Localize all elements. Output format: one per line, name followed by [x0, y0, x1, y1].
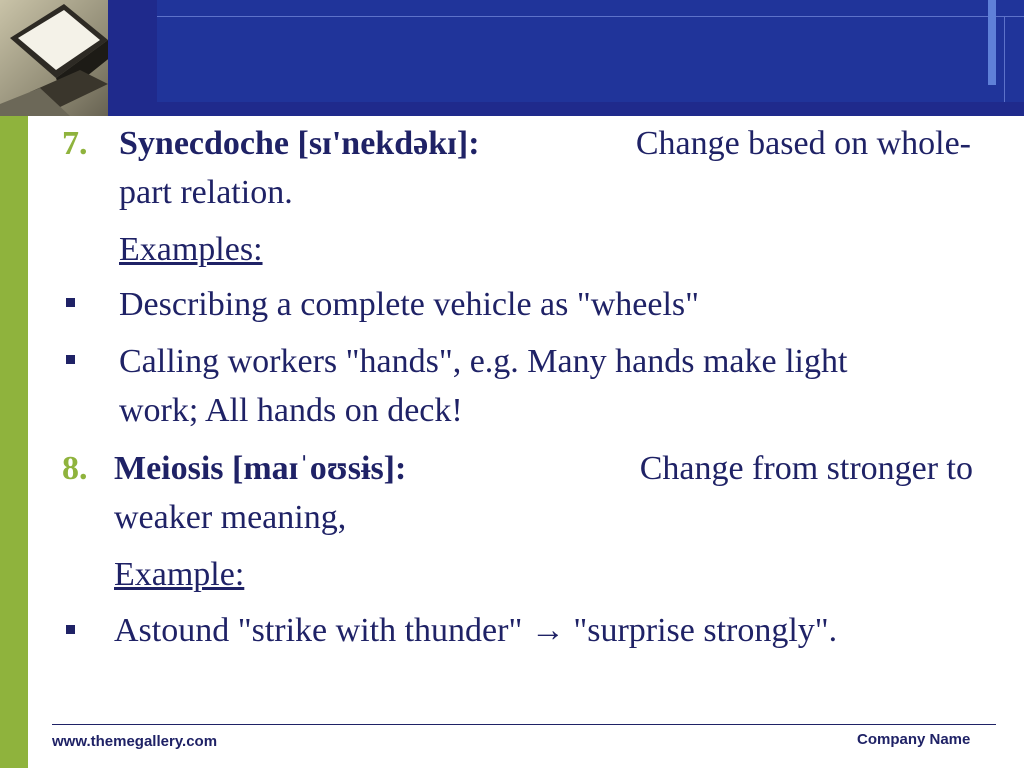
bullet-marker — [66, 355, 75, 364]
bullet-marker — [66, 625, 75, 634]
footer-website-link[interactable]: www.themegallery.com — [52, 733, 218, 750]
definition-text: Change from stronger to — [639, 450, 973, 487]
example-item: Calling workers "hands", e.g. Many hands make light — [119, 343, 848, 380]
example-item: Astound "strike with thunder" → "surprise strongly". — [114, 612, 838, 649]
definition-text-continued: part relation. — [119, 174, 293, 211]
item-number: 8. — [62, 450, 88, 487]
examples-label: Examples: — [119, 231, 263, 268]
item-heading-line — [114, 449, 973, 489]
bullet-marker — [66, 298, 75, 307]
footer-divider — [52, 724, 996, 725]
example-item: Describing a complete vehicle as "wheels" — [119, 286, 700, 323]
definition-text: Change based on whole- — [635, 125, 971, 162]
definition-text-continued: weaker meaning, — [114, 499, 347, 536]
examples-label: Example: — [114, 556, 245, 593]
item-heading-line — [119, 124, 971, 164]
term-synecdoche: Synecdoche [sɪ'nekdəkɪ]: — [119, 125, 480, 162]
term-meiosis: Meiosis [maɪˈoʊsɨs]: — [114, 450, 407, 487]
item-number: 7. — [62, 125, 88, 162]
footer-company-name: Company Name — [857, 731, 971, 748]
example-item-continued: work; All hands on deck! — [119, 392, 463, 429]
